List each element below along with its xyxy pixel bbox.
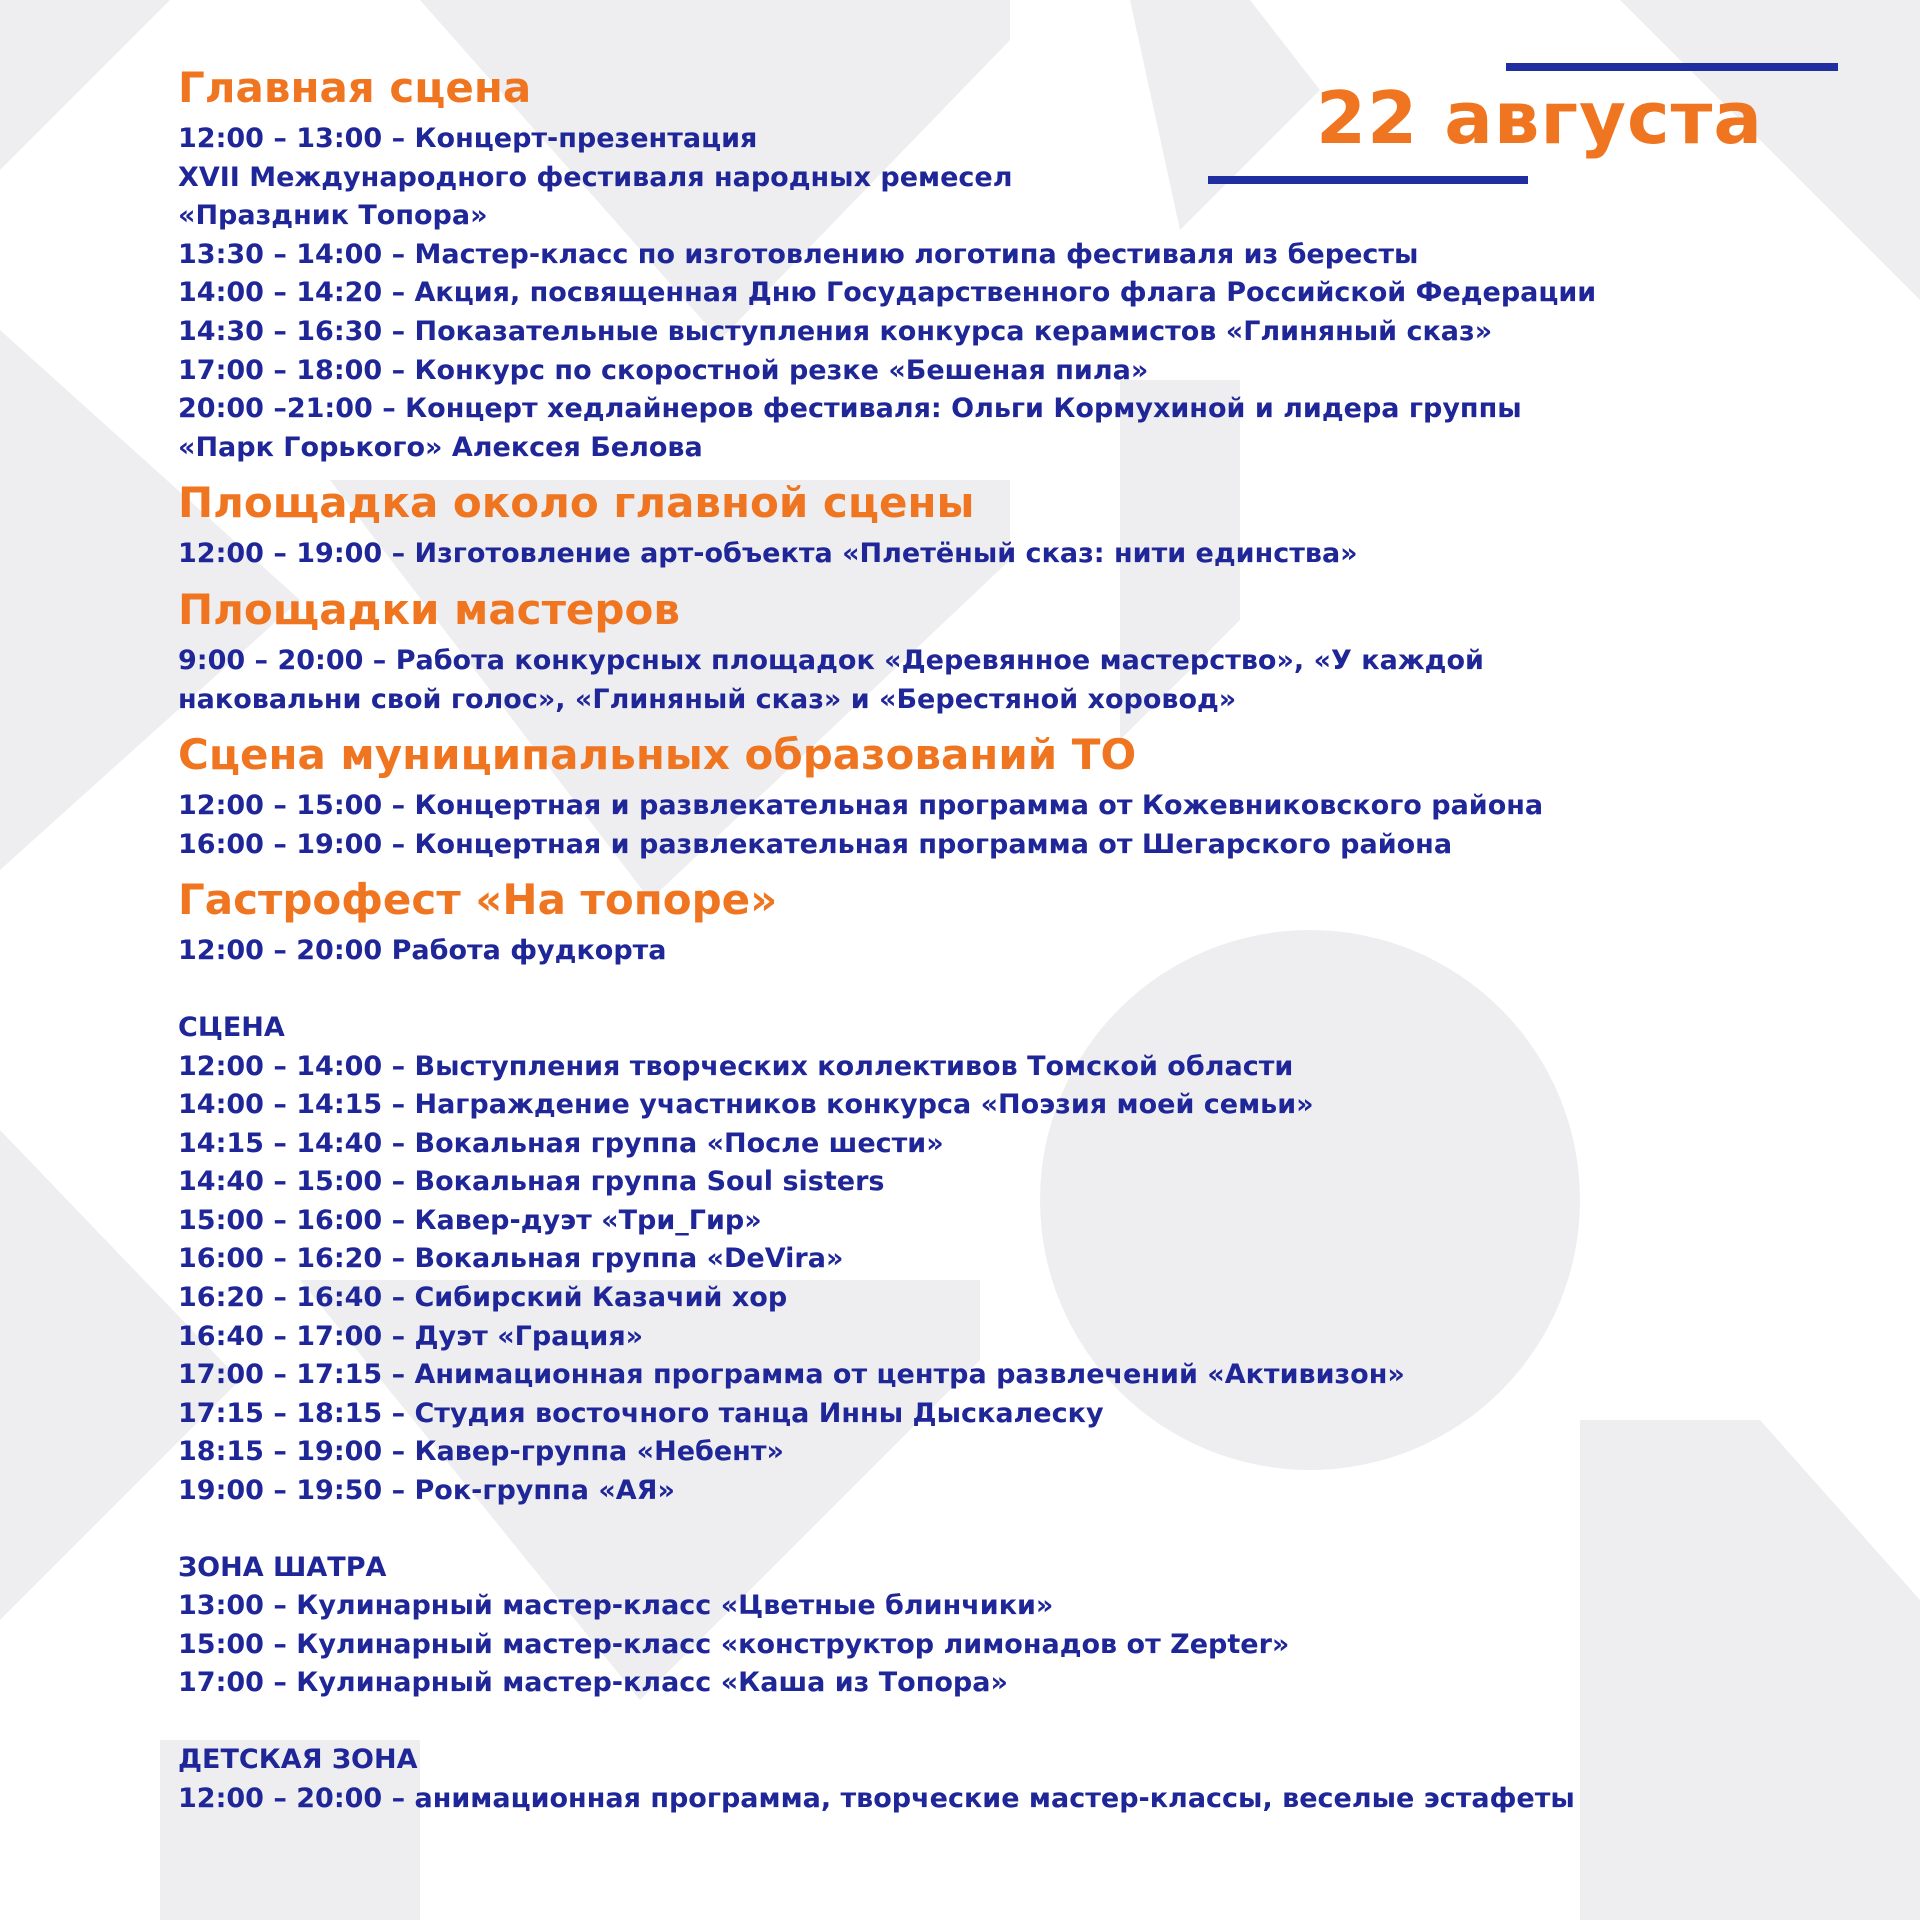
schedule-line: 12:00 – 14:00 – Выступления творческих коллективов Томской области xyxy=(178,1050,1294,1082)
schedule-line: 17:00 – Кулинарный мастер-класс «Каша из Топора» xyxy=(178,1667,1008,1699)
schedule-line: 12:00 – 15:00 – Концертная и развлекательная программа от Кожевниковского района xyxy=(178,790,1544,822)
near-main-section xyxy=(178,475,1618,574)
schedule-line: 15:00 – Кулинарный мастер-класс «конструктор лимонадов от Zepter» xyxy=(178,1628,1290,1660)
stage-section xyxy=(178,1009,1618,1511)
schedule-line: 12:00 – 20:00 – анимационная программа, творческие мастер-классы, веселые эстафеты xyxy=(178,1782,1575,1814)
schedule-line: 12:00 – 13:00 – Концерт-презентация xyxy=(178,123,758,154)
tent-section xyxy=(178,1549,1618,1703)
schedule-line: 18:15 – 19:00 – Кавер-группа «Небент» xyxy=(178,1436,784,1468)
schedule-line: 12:00 – 19:00 – Изготовление арт-объекта «Плетёный сказ: нити единства» xyxy=(178,538,1358,570)
schedule xyxy=(178,60,1618,1818)
schedule-line: 14:40 – 15:00 – Вокальная группа Soul sisters xyxy=(178,1166,885,1198)
schedule-line: 14:00 – 14:20 – Акция, посвященная Дню Государственного флага Российской Федерации xyxy=(178,277,1597,309)
kids-section xyxy=(178,1741,1618,1818)
schedule-line: 16:00 – 16:20 – Вокальная группа «DeVira» xyxy=(178,1243,844,1275)
schedule-line: 12:00 – 20:00 Работа фудкорта xyxy=(178,935,667,967)
section-title: Площадки мастеров xyxy=(178,584,680,634)
schedule-line: 19:00 – 19:50 – Рок-группа «АЯ» xyxy=(178,1475,675,1507)
schedule-line: «Парк Горького» Алексея Белова xyxy=(178,431,703,463)
schedule-line: 14:00 – 14:15 – Награждение участников конкурса «Поэзия моей семьи» xyxy=(178,1089,1314,1121)
schedule-line: 17:15 – 18:15 – Студия восточного танца Инны Дыскалеску xyxy=(178,1397,1104,1429)
schedule-line: 16:40 – 17:00 – Дуэт «Грация» xyxy=(178,1320,644,1352)
section-title: Площадка около главной сцены xyxy=(178,478,975,528)
schedule-line: 15:00 – 16:00 – Кавер-дуэт «Три_Гир» xyxy=(178,1204,762,1236)
section-title: Главная сцена xyxy=(178,63,532,112)
schedule-line: наковальни свой голос», «Глиняный сказ» и «Берестяной хоровод» xyxy=(178,683,1237,715)
masters-section xyxy=(178,582,1618,719)
schedule-line: 13:00 – Кулинарный мастер-класс «Цветные блинчики» xyxy=(178,1590,1054,1622)
section-title: СЦЕНА xyxy=(178,1011,285,1043)
schedule-line: 17:00 – 18:00 – Конкурс по скоростной резке «Бешеная пила» xyxy=(178,354,1149,386)
schedule-line: 9:00 – 20:00 – Работа конкурсных площадок «Деревянное мастерство», «У каждой xyxy=(178,644,1484,676)
schedule-line: 14:15 – 14:40 – Вокальная группа «После шести» xyxy=(178,1127,944,1159)
schedule-line: 14:30 – 16:30 – Показательные выступления конкурса керамистов «Глиняный сказ» xyxy=(178,315,1493,347)
schedule-line: 20:00 –21:00 – Концерт хедлайнеров фестиваля: Ольги Кормухиной и лидера группы xyxy=(178,393,1522,425)
section-title: Гастрофест «На топоре» xyxy=(178,875,778,925)
schedule-line: 16:00 – 19:00 – Концертная и развлекательная программа от Шегарского района xyxy=(178,828,1453,860)
section-title: Сцена муниципальных образований ТО xyxy=(178,730,1137,780)
date-title: 22 августа xyxy=(1316,76,1763,160)
section-title: ЗОНА ШАТРА xyxy=(178,1551,387,1583)
schedule-line: 13:30 – 14:00 – Мастер-класс по изготовлению логотипа фестиваля из бересты xyxy=(178,238,1419,270)
schedule-line: 17:00 – 17:15 – Анимационная программа от центра развлечений «Активизон» xyxy=(178,1359,1405,1391)
gastro-section xyxy=(178,872,1618,971)
schedule-line: «Праздник Топора» xyxy=(178,200,488,232)
section-title: ДЕТСКАЯ ЗОНА xyxy=(178,1744,418,1775)
schedule-line: 16:20 – 16:40 – Сибирский Казачий хор xyxy=(178,1282,788,1314)
schedule-line: XVII Международного фестиваля народных ремесел xyxy=(178,161,1013,193)
municipal-section xyxy=(178,727,1618,864)
main-stage-section xyxy=(178,60,1618,467)
